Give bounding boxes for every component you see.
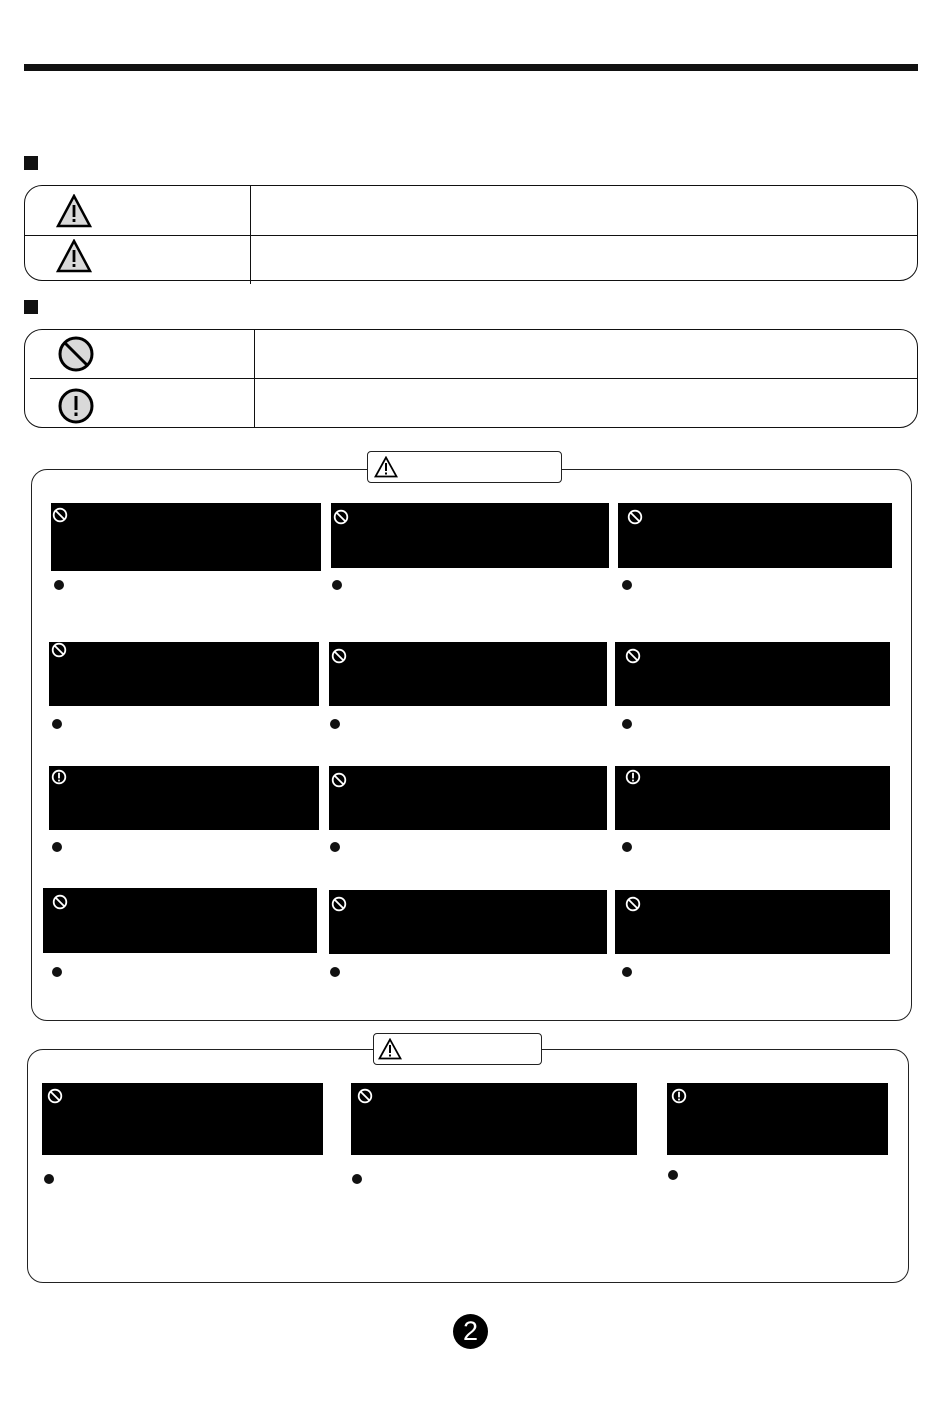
bullet	[52, 967, 62, 977]
bullet	[44, 1174, 54, 1184]
caution-panel-tab	[373, 1033, 542, 1065]
warning-card-9	[615, 766, 890, 830]
prohibition-icon	[51, 642, 67, 658]
prohibition-icon	[52, 894, 68, 910]
warning-card-1	[51, 503, 321, 571]
caution-card-3	[667, 1083, 888, 1155]
warning-card-8	[329, 766, 607, 830]
prohibition-icon	[357, 1088, 373, 1104]
warning-card-5	[329, 642, 607, 706]
prohibition-icon	[333, 509, 349, 525]
warning-card-6	[615, 642, 890, 706]
prohibition-icon	[331, 772, 347, 788]
table-row-divider	[25, 235, 917, 236]
bullet	[622, 842, 632, 852]
bullet	[52, 842, 62, 852]
warning-panel-tab	[367, 451, 562, 483]
prohibition-icon	[331, 896, 347, 912]
section-marker-square	[24, 156, 38, 170]
warning-card-4	[49, 642, 319, 706]
mandatory-exclamation-icon	[671, 1088, 687, 1104]
warning-triangle-icon	[56, 239, 92, 273]
caution-card-2	[351, 1083, 637, 1155]
bullet	[622, 967, 632, 977]
header-rule	[24, 64, 918, 71]
prohibition-icon	[331, 648, 347, 664]
bullet	[330, 842, 340, 852]
bullet	[332, 580, 342, 590]
prohibition-icon	[57, 335, 95, 373]
mandatory-exclamation-icon	[51, 769, 67, 785]
mandatory-exclamation-icon	[625, 769, 641, 785]
prohibition-icon	[52, 507, 68, 523]
prohibition-icon	[625, 648, 641, 664]
bullet	[330, 719, 340, 729]
bullet	[352, 1174, 362, 1184]
action-symbols-table	[24, 329, 918, 428]
bullet	[622, 719, 632, 729]
mandatory-exclamation-icon	[57, 387, 95, 425]
bullet	[622, 580, 632, 590]
page-number: 2	[453, 1314, 488, 1349]
table-row-divider	[30, 378, 917, 379]
warning-card-7	[49, 766, 319, 830]
prohibition-icon	[625, 896, 641, 912]
warning-symbols-table	[24, 185, 918, 281]
warning-card-12	[615, 890, 890, 954]
bullet	[52, 719, 62, 729]
warning-card-10	[43, 888, 317, 953]
warning-card-3	[618, 503, 892, 568]
bullet	[668, 1170, 678, 1180]
section-marker-square	[24, 300, 38, 314]
prohibition-icon	[627, 509, 643, 525]
warning-triangle-icon	[56, 194, 92, 228]
caution-card-1	[42, 1083, 323, 1155]
warning-card-11	[329, 890, 607, 954]
bullet	[330, 967, 340, 977]
bullet	[54, 580, 64, 590]
warning-triangle-icon	[374, 456, 398, 478]
warning-card-2	[331, 503, 609, 568]
warning-triangle-icon	[378, 1038, 402, 1060]
prohibition-icon	[47, 1088, 63, 1104]
